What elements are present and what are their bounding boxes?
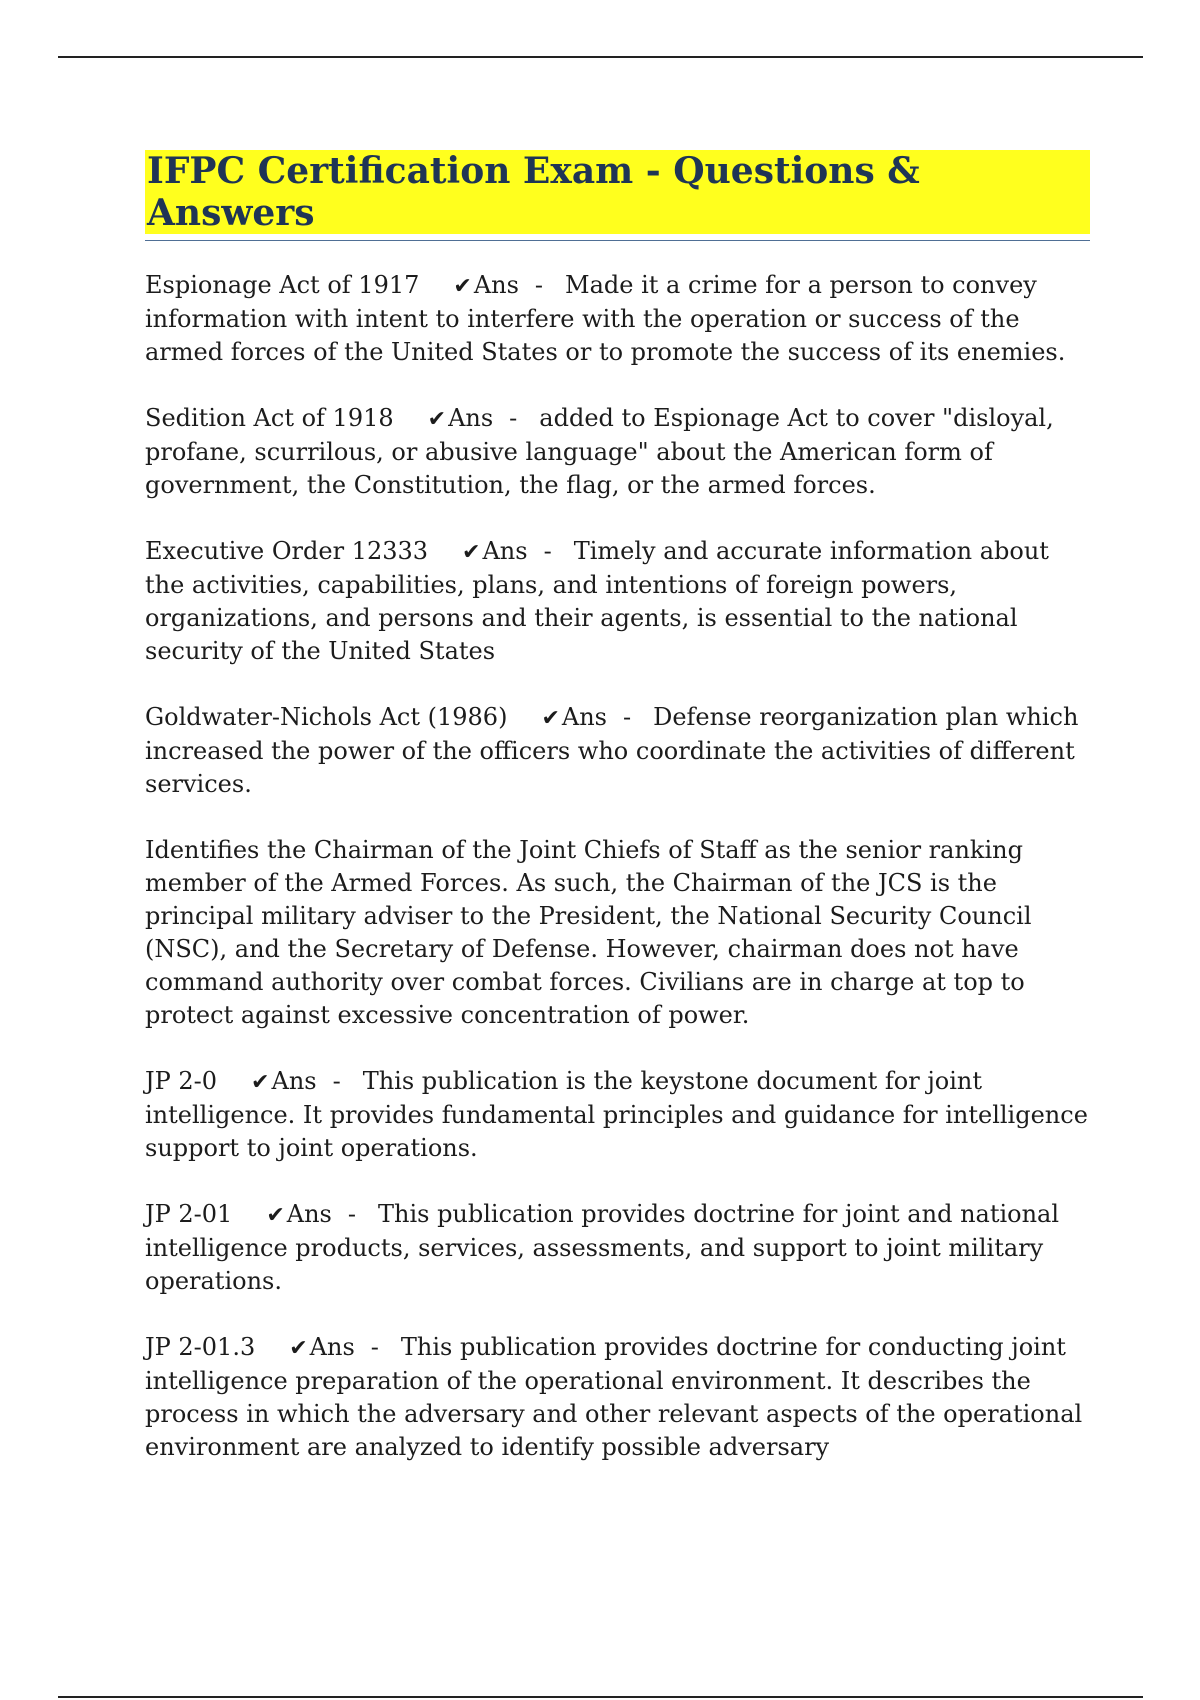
qa-entry [145,1065,1090,1165]
page-top-rule [58,56,1143,58]
qa-term: JP 2-0 [145,1067,218,1095]
ans-separator: - [347,1200,356,1228]
qa-entry [145,535,1090,668]
check-mark-icon: ✔ [541,706,560,731]
ans-label: Ans [482,537,528,565]
qa-answer: This publication provides doctrine for joint and national intelligence products, services, assessments, and support to joint military operations. [145,1200,1060,1295]
check-mark-icon: ✔ [251,1070,270,1095]
qa-entry [145,1331,1090,1464]
ans-label: Ans [448,404,494,432]
qa-answer: This publication is the keystone document for joint intelligence. It provides fundamental principles and guidance for intelligence support to joint operations. [145,1067,1088,1162]
ans-label: Ans [561,703,607,731]
check-mark-icon: ✔ [289,1336,308,1361]
ans-label: Ans [271,1067,317,1095]
qa-answer: Timely and accurate information about the activities, capabilities, plans, and intentions of foreign powers, organizations, and persons and their agents, is essential to the national security of the United States [145,537,1049,665]
qa-term: JP 2-01.3 [145,1333,256,1361]
continuation-paragraph: Identifies the Chairman of the Joint Chiefs of Staff as the senior ranking member of the Armed Forces. As such, the Chairman of the JCS is the principal military adviser to the President, the National Security Council (NSC), and the Secretary of Defense. However, chairman does not have command authority over combat forces. Civilians are in charge at top to protect against excessive concentration of power. [145,836,1032,1029]
title-block [145,150,1090,241]
ans-label: Ans [309,1333,355,1361]
qa-entry [145,701,1090,801]
check-mark-icon: ✔ [462,540,481,565]
ans-separator: - [622,703,632,731]
qa-answer: Made it a crime for a person to convey information with intent to interfere with the operation or success of the armed forces of the United States or to promote the success of its enemies. [145,271,1066,366]
qa-entry [145,1198,1090,1298]
qa-term: JP 2-01 [145,1200,233,1228]
ans-separator: - [543,537,552,565]
qa-term: Sedition Act of 1918 [145,404,394,432]
qa-term: Executive Order 12333 [145,537,429,565]
ans-label: Ans [286,1200,332,1228]
document-title: IFPC Certification Exam - Questions & Answers [145,150,1090,234]
qa-term: Espionage Act of 1917 [145,271,420,299]
ans-separator: - [534,271,544,299]
document-body [145,150,1090,1497]
qa-entry [145,269,1090,369]
qa-answer: Defense reorganization plan which increased the power of the officers who coordinate the activities of different services. [145,703,1079,798]
qa-term: Goldwater-Nichols Act (1986) [145,703,508,731]
qa-entry [145,402,1090,502]
ans-separator: - [370,1333,379,1361]
check-mark-icon: ✔ [266,1203,285,1228]
check-mark-icon: ✔ [453,274,472,299]
ans-separator: - [332,1067,341,1095]
ans-label: Ans [473,271,519,299]
check-mark-icon: ✔ [427,407,447,432]
qa-answer: This publication provides doctrine for conducting joint intelligence preparation of the operational environment. It describes the process in which the adversary and other relevant aspects of the operational environment are analyzed to identify possible adversary [145,1333,1083,1461]
qa-answer: added to Espionage Act to cover "disloyal, profane, scurrilous, or abusive language" about the American form of government, the Constitution, the flag, or the armed forces. [145,404,1054,499]
ans-separator: - [509,404,518,432]
page-bottom-rule [58,1696,1143,1698]
